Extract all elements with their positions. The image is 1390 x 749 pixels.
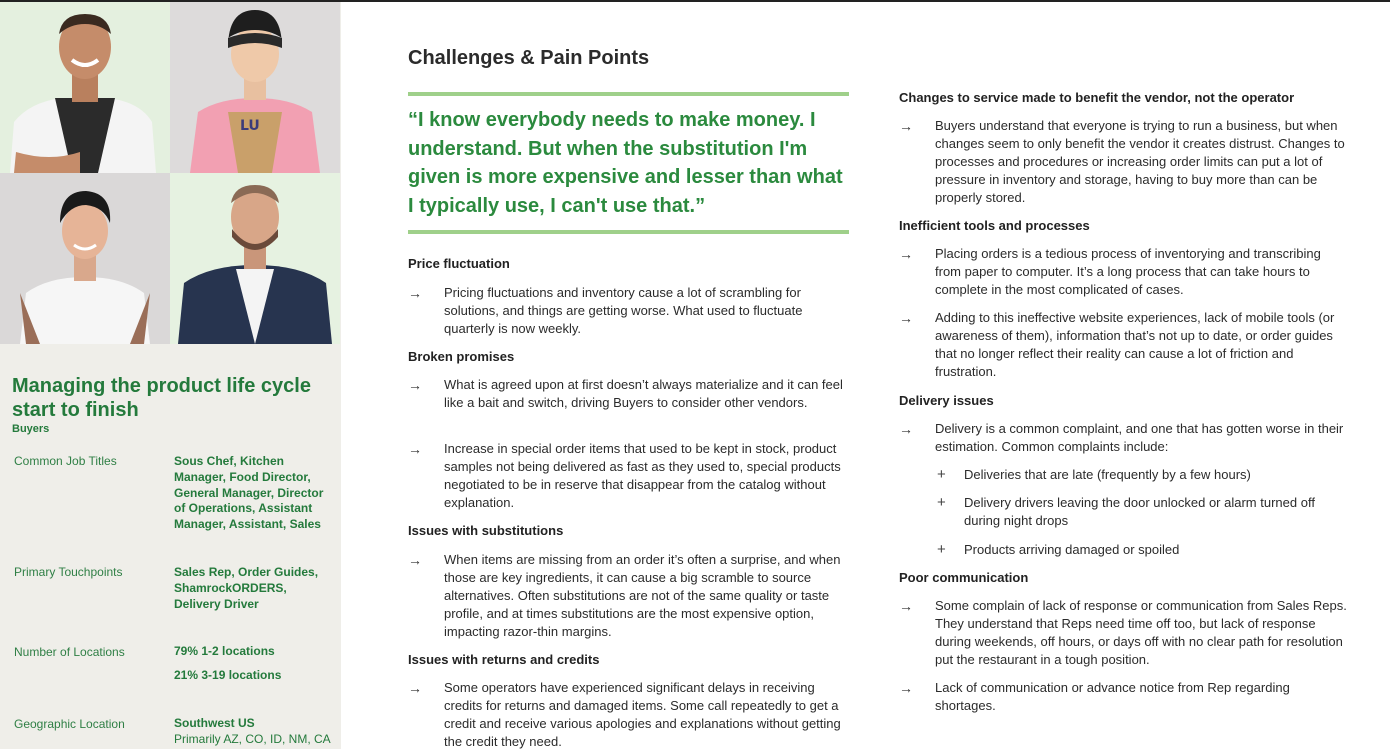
chef-photo — [0, 2, 170, 173]
arrow-icon: → — [408, 377, 422, 393]
arrow-icon: → — [408, 680, 422, 696]
sub-list-item-text: Delivery drivers leaving the door unlocked or alarm turned off during night drops — [964, 495, 1315, 528]
arrow-icon: → — [408, 552, 422, 568]
cook-photo — [170, 2, 340, 173]
locations-value-1: 79% 1-2 locations — [174, 644, 275, 658]
quote-bottom-rule — [408, 230, 849, 234]
persona-photo-grid — [0, 2, 341, 345]
locations-value-2: 21% 3-19 locations — [174, 668, 282, 682]
page-title: Challenges & Pain Points — [408, 47, 650, 69]
geography-label: Geographic Location — [14, 717, 125, 731]
touchpoints-label: Primary Touchpoints — [14, 565, 123, 579]
section-title: Changes to service made to benefit the vendor, not the operator — [899, 90, 1295, 105]
persona-title: Managing the product life cycle start to finish — [12, 375, 311, 421]
locations-label: Number of Locations — [14, 645, 125, 659]
geography-detail — [174, 732, 334, 748]
sub-list-item-text: Products arriving damaged or spoiled — [964, 542, 1180, 557]
arrow-icon: → — [899, 421, 913, 437]
list-item-text: Lack of communication or advance notice from Rep regarding shortages. — [935, 680, 1290, 713]
list-item-text: Pricing fluctuations and inventory cause a lot of scrambling for solutions, and things are getting worse. What used to fluctuate quarterly is now weekly. — [444, 285, 803, 336]
arrow-icon: → — [899, 118, 913, 134]
sub-list-item-text: Deliveries that are late (frequently by a few hours) — [964, 467, 1251, 482]
list-item-text: When items are missing from an order it’s often a surprise, and when those are key ingredients, it can cause a big scramble to source alternatives. Often substitutions are not of the same quality or taste profile, and at times substitutions are the most expensive option, impacting razor-thin margins. — [444, 552, 841, 639]
persona-subtitle: Buyers — [12, 423, 50, 435]
touchpoints-value: Sales Rep, Order Guides, ShamrockORDERS, Delivery Driver — [174, 565, 319, 611]
list-item-text: Delivery is a common complaint, and one that has gotten worse in their estimation. Common complaints include: — [935, 421, 1344, 454]
list-item-text: Adding to this ineffective website experiences, lack of mobile tools (or awareness of them), information that’s not up to date, or order guides that no longer reflect their reality can cause a lot of friction and frustration. — [935, 310, 1335, 379]
server-photo — [0, 173, 170, 344]
list-item-text: Buyers understand that everyone is trying to run a business, but when changes seem to only benefit the vendor it creates distrust. Changes to processes and procedures or increasing order limits can put a lot of pressure in inventory and storage, having to buy more than can be properly stored. — [935, 118, 1345, 205]
job-titles-label: Common Job Titles — [14, 454, 117, 468]
list-item-text: Some operators have experienced significant delays in receiving credits for returns and damaged items. Some call repeatedly to get a credit and receive various apologies and explanations without getting the credit they need. — [444, 680, 841, 749]
arrow-icon: → — [408, 285, 422, 301]
job-titles-value: Sous Chef, Kitchen Manager, Food Director, General Manager, Director of Operations, Assistant Manager, Assistant, Sales — [174, 454, 324, 532]
plus-icon: + — [937, 494, 946, 511]
list-item-text: What is agreed upon at first doesn’t always materialize and it can feel like a bait and switch, driving Buyers to consider other vendors. — [444, 377, 843, 410]
section-title: Inefficient tools and processes — [899, 218, 1090, 233]
quote-top-rule — [408, 92, 849, 96]
pull-quote: “I know everybody needs to make money. I understand. But when the substitution I'm given is more expensive and lesser than what I typically use, I can't use that.” — [408, 109, 843, 217]
section-title: Price fluctuation — [408, 256, 510, 271]
manager-photo — [170, 173, 340, 344]
list-item-text: Placing orders is a tedious process of inventorying and transcribing from paper to computer. It’s a long process that can take hours to complete in the most complicated of cases. — [935, 246, 1321, 297]
arrow-icon: → — [408, 441, 422, 457]
plus-icon: + — [937, 541, 946, 558]
section-title: Broken promises — [408, 349, 515, 364]
section-title: Issues with returns and credits — [408, 652, 600, 667]
geography-value: Southwest US — [174, 716, 255, 730]
section-title: Poor communication — [899, 570, 1029, 585]
arrow-icon: → — [899, 598, 913, 614]
plus-icon: + — [937, 466, 946, 483]
list-item-text: Increase in special order items that used to be kept in stock, product samples not being delivered as fast as they used to, special products negotiated to be in reserve that disappear from the catalog without explanation. — [444, 441, 841, 510]
geography-detail-text: Primarily AZ, CO, ID, NM, CA — [174, 732, 331, 746]
arrow-icon: → — [899, 310, 913, 326]
section-title: Issues with substitutions — [408, 523, 564, 538]
persona-sidebar — [0, 2, 341, 749]
arrow-icon: → — [899, 246, 913, 262]
section-title: Delivery issues — [899, 393, 994, 408]
svg-text:LU: LU — [240, 118, 260, 134]
arrow-icon: → — [899, 680, 913, 696]
list-item-text: Some complain of lack of response or communication from Sales Reps. They understand that Reps need time off too, but lack of response during weekends, off hours, or days off with no clear path for resolution put the restaurant in a tough position. — [935, 598, 1347, 667]
